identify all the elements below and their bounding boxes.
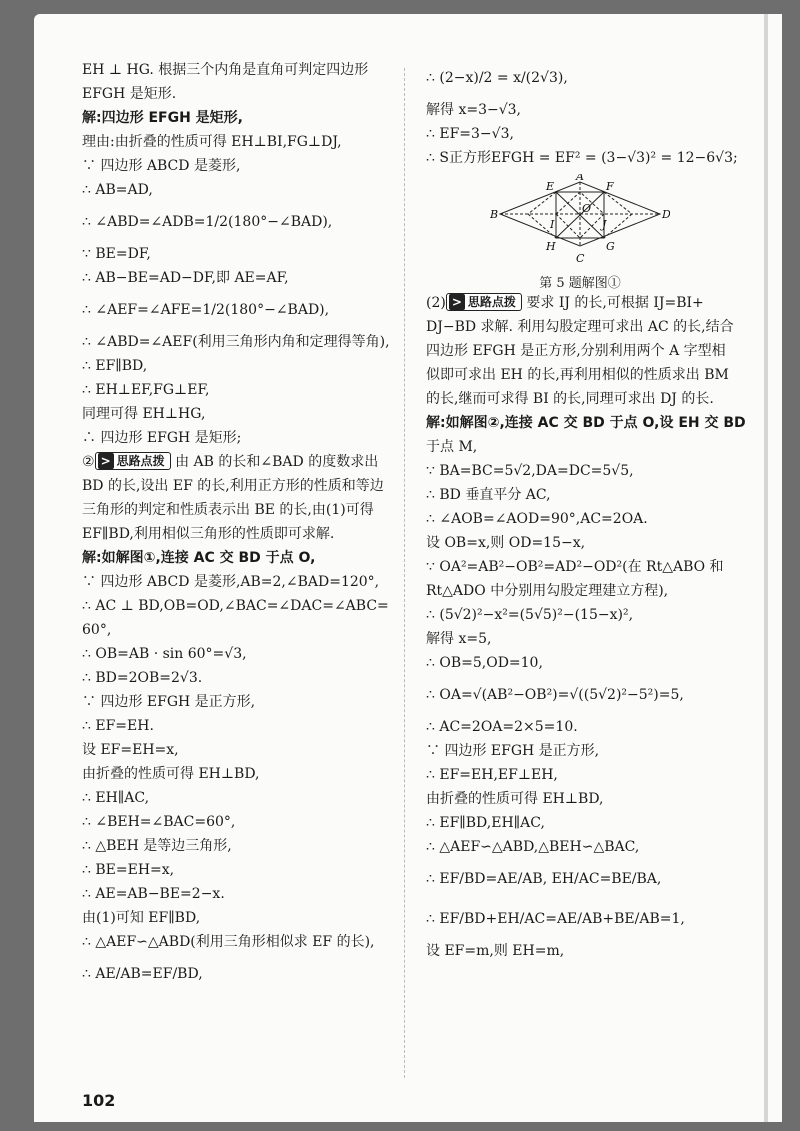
page-number: 102 xyxy=(82,1091,116,1110)
text-line: 60°, xyxy=(82,622,112,638)
text-line: 设 EF=m,则 EH=m, xyxy=(426,943,565,959)
text-line: 解:如解图②,连接 AC 交 BD 于点 O,设 EH 交 BD xyxy=(426,415,746,431)
right-column-bottom xyxy=(426,291,760,963)
chevron-right-icon: > xyxy=(98,453,114,469)
text-line: ∴ EF∥BD, xyxy=(82,358,148,374)
page-edge xyxy=(764,14,768,1122)
text-line: ∴ EF=EH,EF⊥EH, xyxy=(426,767,558,783)
text-line: EH ⊥ HG. 根据三个内角是直角可判定四边形 xyxy=(82,62,369,78)
label-j: J xyxy=(602,218,607,231)
text-line: 设 EF=EH=x, xyxy=(82,742,179,758)
text-line: ∴ EF=EH. xyxy=(82,718,154,734)
text-line: 似即可求出 EH 的长,再利用相似的性质求出 BM xyxy=(426,367,729,383)
hint-badge-label: 思路点拨 xyxy=(116,454,165,468)
text-line: ∴ OB=AB · sin 60°=√3, xyxy=(82,646,247,662)
text-line xyxy=(426,291,760,315)
text-line: DJ−BD 求解. 利用勾股定理可求出 AC 的长,结合 xyxy=(426,319,734,335)
text-line: Rt△ADO 中分别用勾股定理建立方程), xyxy=(426,583,669,599)
step-marker: ② xyxy=(82,454,95,470)
text-line: 由折叠的性质可得 EH⊥BD, xyxy=(82,766,260,782)
left-column xyxy=(82,58,412,994)
text-line: ∴ (5√2)²−x²=(5√5)²−(15−x)², xyxy=(426,607,634,623)
text-line: ∴ △AEF∽△ABD(利用三角形相似求 EF 的长), xyxy=(82,934,375,950)
text-line: BD 的长,设出 EF 的长,利用正方形的性质和等边 xyxy=(82,478,384,494)
right-column-top xyxy=(426,58,760,170)
text-line: ∴ ∠AEF=∠AFE=1/2(180°−∠BAD), xyxy=(82,302,330,318)
text-line: ∵ 四边形 EFGH 是正方形, xyxy=(82,694,256,710)
text-line: ∴ ∠ABD=∠ADB=1/2(180°−∠BAD), xyxy=(82,214,333,230)
text-line: ∴ BD=2OB=2√3. xyxy=(82,670,203,686)
text-line: 解得 x=5, xyxy=(426,631,492,647)
text-line: ∴ OA=√(AB²−OB²)=√((5√2)²−5²)=5, xyxy=(426,687,684,703)
label-c: C xyxy=(576,252,585,265)
text-line: 理由:由折叠的性质可得 EH⊥BI,FG⊥DJ, xyxy=(82,134,342,150)
text-line: 解:四边形 EFGH 是矩形, xyxy=(82,110,243,126)
hint-badge-label: 思路点拨 xyxy=(467,295,516,309)
figure-caption: 第 5 题解图① xyxy=(539,276,621,291)
text-line: ∴ (2−x)/2 = x/(2√3), xyxy=(426,70,568,86)
text-line: ∵ 四边形 EFGH 是正方形, xyxy=(426,743,600,759)
solution-figure-1 xyxy=(490,174,670,270)
text-line: ∵ 四边形 ABCD 是菱形,AB=2,∠BAD=120°, xyxy=(82,574,380,590)
text-line: EFGH 是矩形. xyxy=(82,86,177,102)
text-line: 四边形 EFGH 是正方形,分别利用两个 A 字型相 xyxy=(426,343,726,359)
text-line: 解得 x=3−√3, xyxy=(426,102,521,118)
text-line: ∴ OB=5,OD=10, xyxy=(426,655,543,671)
text-line: ∴ AE=AB−BE=2−x. xyxy=(82,886,225,902)
text-line: ∴ S正方形EFGH = EF² = (3−√3)² = 12−6√3; xyxy=(426,150,738,166)
text-line: ∴ EF∥BD,EH∥AC, xyxy=(426,815,545,831)
text-line: EF∥BD,利用相似三角形的性质即可求解. xyxy=(82,526,335,542)
text-line: ∴ AC ⊥ BD,OB=OD,∠BAC=∠DAC=∠ABC= xyxy=(82,598,389,614)
label-f: F xyxy=(606,180,614,193)
text-line: ∴ ∠BEH=∠BAC=60°, xyxy=(82,814,236,830)
text-line: 的长,继而可求得 BI 的长,同理可求出 DJ 的长. xyxy=(426,391,714,407)
text-line: 三角形的判定和性质表示出 BE 的长,由(1)可得 xyxy=(82,502,374,518)
text-line: ∴ BE=EH=x, xyxy=(82,862,175,878)
hint-badge xyxy=(446,293,522,311)
label-e: E xyxy=(546,180,555,193)
text-line: 设 OB=x,则 OD=15−x, xyxy=(426,535,586,551)
page xyxy=(34,14,782,1122)
label-d: D xyxy=(662,208,670,221)
text-line: ∵ 四边形 ABCD 是菱形, xyxy=(82,158,241,174)
rhombus-diagram xyxy=(490,174,670,266)
text-line: ∴ 四边形 EFGH 是矩形; xyxy=(82,430,242,446)
text-line: ∴ EF=3−√3, xyxy=(426,126,514,142)
text-line xyxy=(82,450,412,474)
label-g: G xyxy=(606,240,615,253)
text-line: ∴ △AEF∽△ABD,△BEH∽△BAC, xyxy=(426,839,640,855)
text-line: 于点 M, xyxy=(426,439,478,455)
text-line: 同理可得 EH⊥HG, xyxy=(82,406,206,422)
text-line: 由折叠的性质可得 EH⊥BD, xyxy=(426,791,604,807)
text-line: ∵ OA²=AB²−OB²=AD²−OD²(在 Rt△ABO 和 xyxy=(426,559,724,575)
text-line: ∴ EF/BD+EH/AC=AE/AB+BE/AB=1, xyxy=(426,911,685,927)
text-line: ∴ AC=2OA=2×5=10. xyxy=(426,719,578,735)
hint-text: 要求 IJ 的长,可根据 IJ=BI+ xyxy=(521,295,704,311)
text-line: 由(1)可知 EF∥BD, xyxy=(82,910,201,926)
text-line: ∵ BE=DF, xyxy=(82,246,151,262)
text-line: ∴ BD 垂直平分 AC, xyxy=(426,487,551,503)
label-b: B xyxy=(490,208,499,221)
text-line: ∵ BA=BC=5√2,DA=DC=5√5, xyxy=(426,463,634,479)
text-line: ∴ EH∥AC, xyxy=(82,790,150,806)
text-line: ∴ AB−BE=AD−DF,即 AE=AF, xyxy=(82,270,289,286)
hint-badge xyxy=(95,452,171,470)
text-line: ∴ EF/BD=AE/AB, EH/AC=BE/BA, xyxy=(426,871,662,887)
label-i: I xyxy=(550,218,555,231)
text-line: 解:如解图①,连接 AC 交 BD 于点 O, xyxy=(82,550,316,566)
right-column xyxy=(426,58,760,963)
text-line: ∴ △BEH 是等边三角形, xyxy=(82,838,232,854)
hint-text: 由 AB 的长和∠BAD 的度数求出 xyxy=(170,454,379,470)
label-a: A xyxy=(576,174,584,183)
label-h: H xyxy=(546,240,556,253)
text-line: ∴ AE/AB=EF/BD, xyxy=(82,966,203,982)
text-line: ∴ AB=AD, xyxy=(82,182,153,198)
text-line: ∴ ∠ABD=∠AEF(利用三角形内角和定理得等角), xyxy=(82,334,390,350)
label-o: O xyxy=(582,202,592,215)
chevron-right-icon: > xyxy=(449,294,465,310)
text-line: ∴ EH⊥EF,FG⊥EF, xyxy=(82,382,210,398)
part-marker: (2) xyxy=(426,295,446,311)
text-line: ∴ ∠AOB=∠AOD=90°,AC=2OA. xyxy=(426,511,648,527)
